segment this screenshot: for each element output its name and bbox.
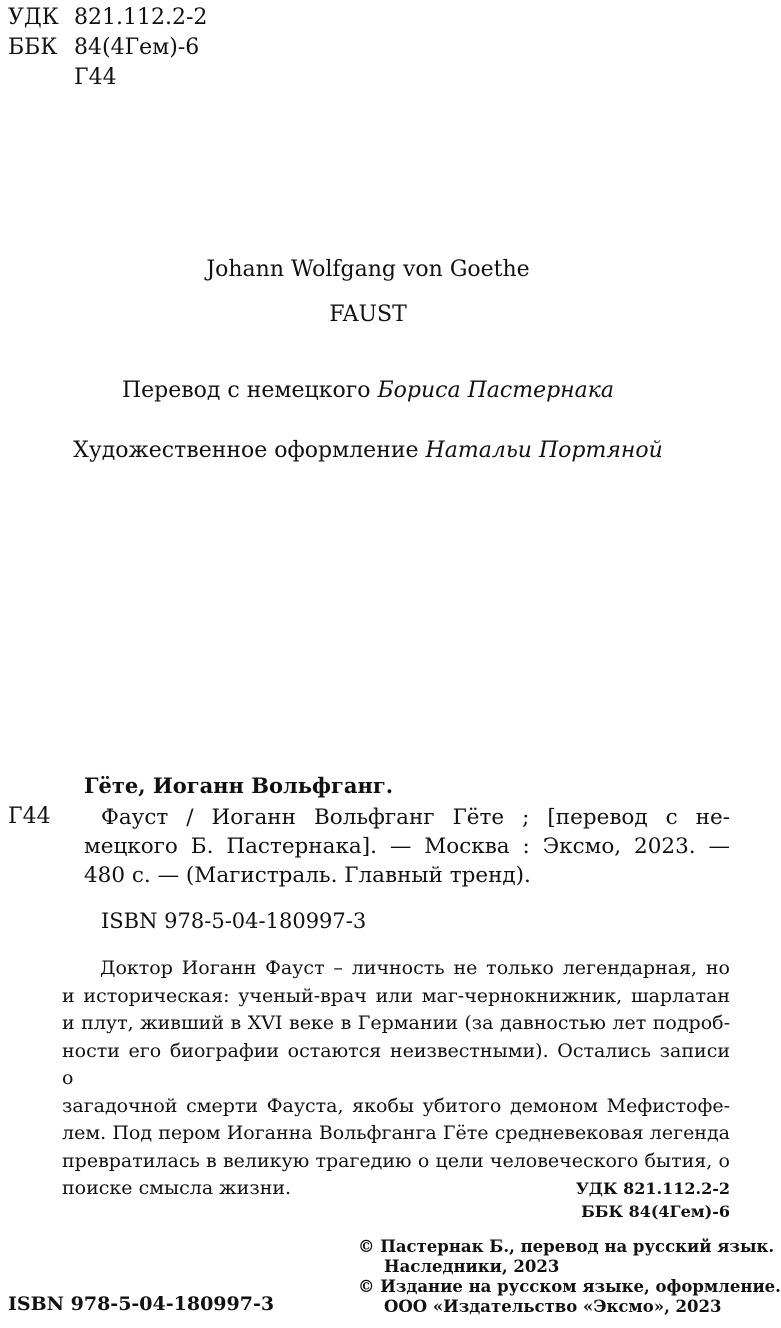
card-isbn: ISBN 978-5-04-180997-3 (101, 909, 367, 933)
translation-prefix: Перевод с немецкого (121, 378, 371, 403)
annotation-line: поиске смысла жизни. (62, 1177, 292, 1199)
annotation-line: загадочной смерти Фауста, якобы убитого демоном Мефистофе- (62, 1094, 730, 1117)
annotation-line: лем. Под пером Иоганна Вольфганга Гёте средневековая легенда (62, 1122, 730, 1144)
bottom-isbn: ISBN 978-5-04-180997-3 (8, 1293, 275, 1315)
annotation (62, 955, 730, 1203)
copyright-line: Наследники, 2023 (384, 1257, 560, 1276)
design-prefix: Художественное оформление (73, 438, 419, 463)
card-description-line: мецкого Б. Пастернака]. — Москва : Эксмо, 2023. — (84, 834, 730, 859)
copyright-line: © Издание на русском языке, оформление. (358, 1277, 781, 1296)
copyright-line: ООО «Издательство «Эксмо», 2023 (384, 1297, 722, 1316)
card-description-line: Фауст / Иоганн Вольфганг Гёте ; [перевод с не- (101, 805, 730, 830)
annotation-line: ности его биографии остаются неизвестными). Остались записи о (62, 1039, 730, 1089)
translation-credit (0, 376, 736, 406)
bbk-label: ББК (8, 35, 58, 60)
annotation-line: и плут, живший в XVI веке в Германии (за давностью лет подроб- (62, 1012, 730, 1034)
bbk-value: 84(4Гем)-6 (74, 35, 200, 60)
annotation-line: Доктор Иоганн Фауст – личность не только легендарная, но (100, 957, 730, 979)
copyright-line: © Пастернак Б., перевод на русский язык. (358, 1237, 775, 1256)
designer-name: Натальи Портяной (425, 438, 663, 463)
translator-name: Бориса Пастернака (377, 378, 615, 403)
udk-value: 821.112.2-2 (74, 5, 208, 30)
right-udk: УДК 821.112.2-2 (575, 1179, 730, 1198)
card-description (84, 803, 730, 890)
original-title: FAUST (329, 302, 407, 327)
card-heading: Гёте, Иоганн Вольфганг. (84, 773, 394, 798)
annotation-line: и историческая: ученый-врач или маг-чернокнижник, шарлатан (62, 984, 730, 1007)
card-description-line: 480 с. — (Магистраль. Главный тренд). (84, 863, 531, 888)
card-author-mark: Г44 (8, 804, 51, 829)
copyright-block (358, 1237, 781, 1317)
right-bbk: ББК 84(4Гем)-6 (581, 1202, 730, 1221)
udk-label: УДК (8, 5, 59, 30)
annotation-line: превратилась в великую трагедию о цели человеческого бытия, о (62, 1149, 730, 1172)
author-mark-top: Г44 (74, 65, 117, 90)
original-author: Johann Wolfgang von Goethe (206, 257, 530, 282)
design-credit (0, 436, 736, 466)
